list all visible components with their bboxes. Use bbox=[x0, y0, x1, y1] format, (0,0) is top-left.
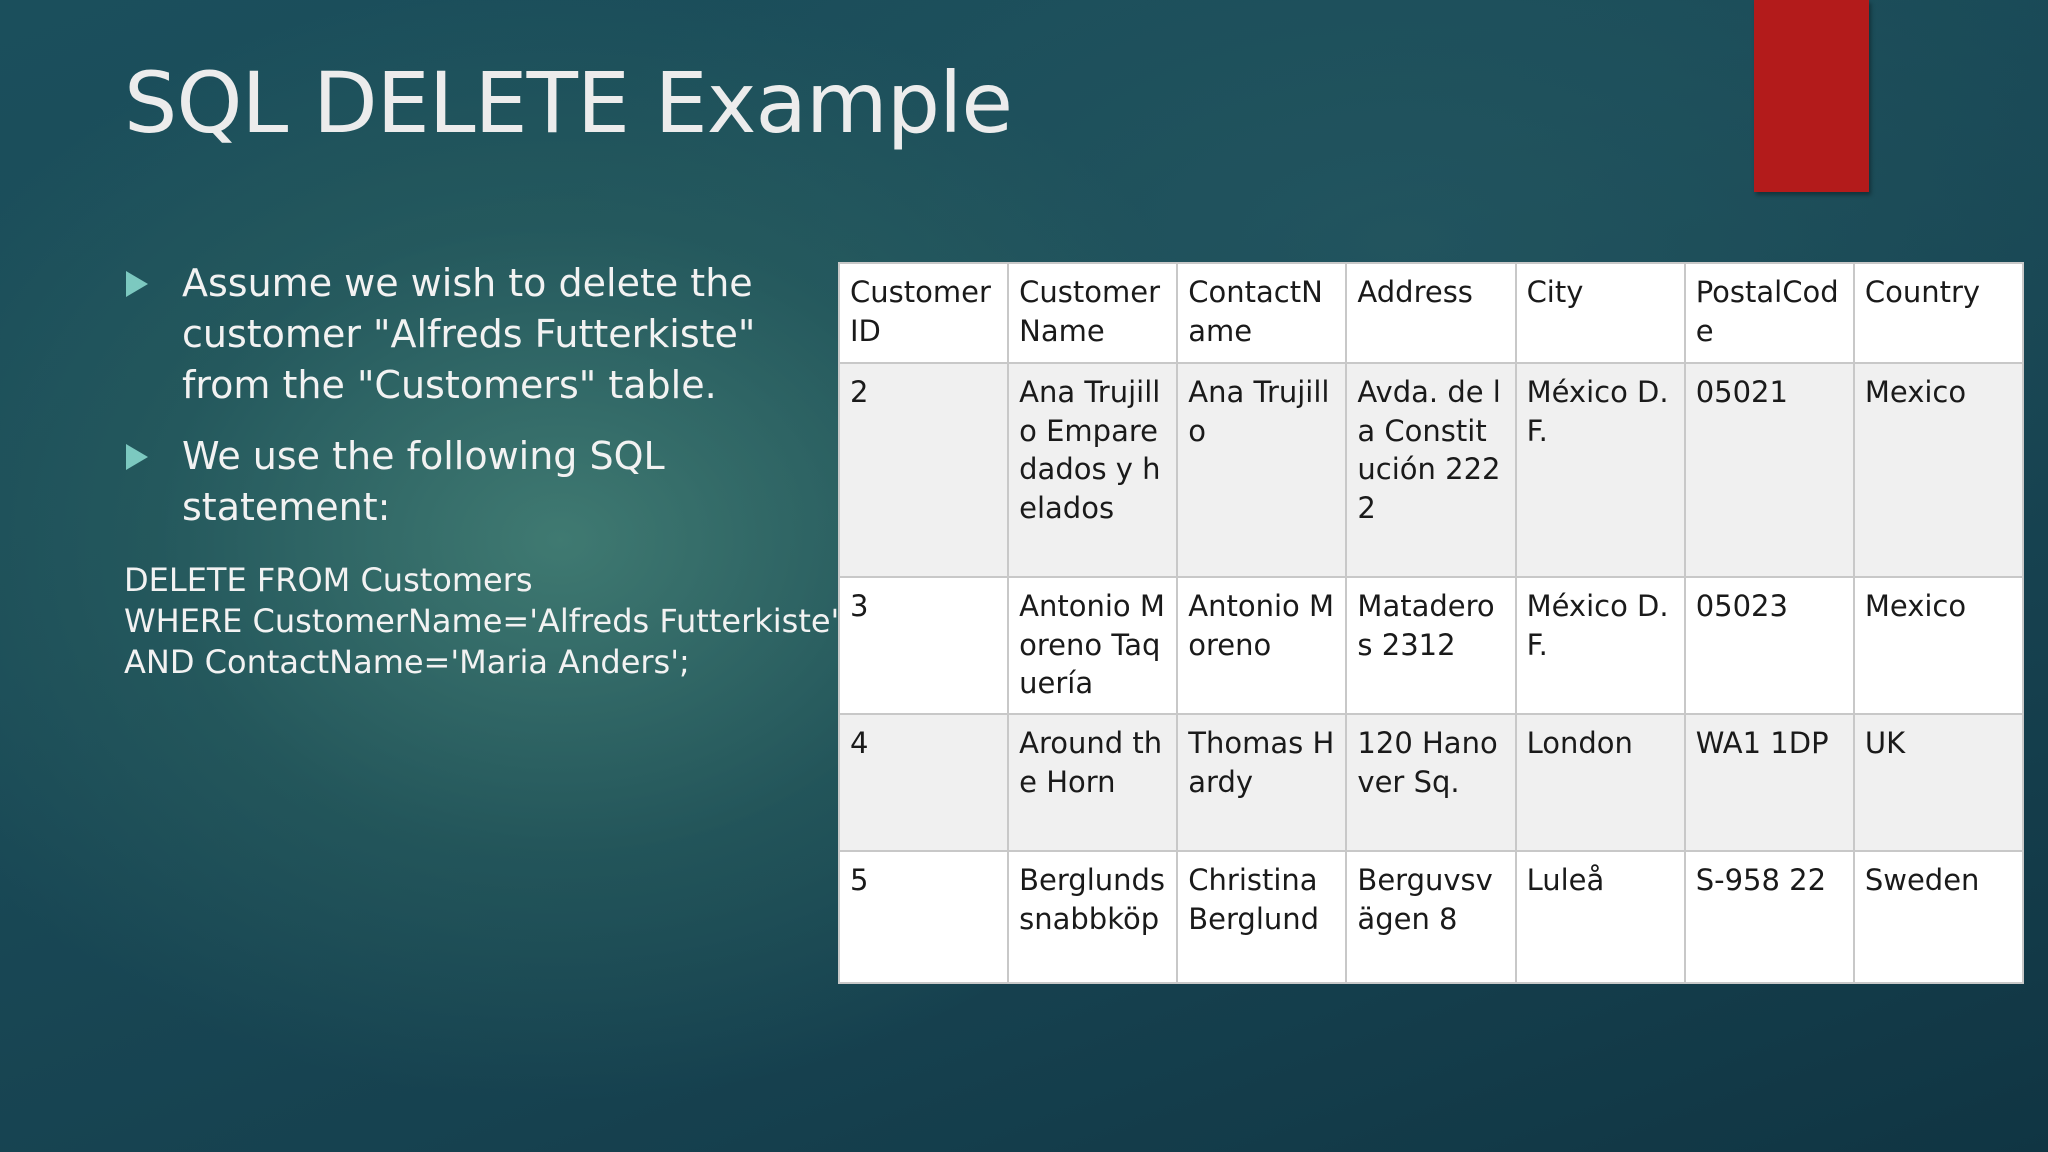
bullet-text: Assume we wish to delete the customer "Alfreds Futterkiste" from the "Customers" table. bbox=[182, 261, 756, 407]
table-row bbox=[839, 577, 2023, 714]
table-cell: Thomas Hardy bbox=[1177, 714, 1346, 851]
sql-line: AND ContactName='Maria Anders'; bbox=[124, 643, 690, 681]
table-cell: Antonio Moreno bbox=[1177, 577, 1346, 714]
bullet-text: We use the following SQL statement: bbox=[182, 434, 665, 529]
column-header: Country bbox=[1854, 263, 2023, 363]
table-cell: 4 bbox=[839, 714, 1008, 851]
triangle-bullet-icon bbox=[126, 444, 148, 470]
table-cell: 05021 bbox=[1685, 363, 1854, 577]
table-cell: Berglunds snabbköp bbox=[1008, 851, 1177, 983]
table-cell: Christina Berglund bbox=[1177, 851, 1346, 983]
table-cell: Ana Trujillo bbox=[1177, 363, 1346, 577]
table-cell: 3 bbox=[839, 577, 1008, 714]
slide-title: SQL DELETE Example bbox=[124, 54, 1013, 152]
column-header: CustomerID bbox=[839, 263, 1008, 363]
table-row bbox=[839, 363, 2023, 577]
table-cell: Luleå bbox=[1516, 851, 1685, 983]
accent-tab bbox=[1754, 0, 1869, 192]
table-cell: Antonio Moreno Taquería bbox=[1008, 577, 1177, 714]
table-cell: Around the Horn bbox=[1008, 714, 1177, 851]
sql-statement bbox=[124, 560, 840, 683]
bullet-item bbox=[124, 431, 804, 533]
table-cell: Ana Trujillo Emparedados y helados bbox=[1008, 363, 1177, 577]
table-cell: London bbox=[1516, 714, 1685, 851]
table-cell: 5 bbox=[839, 851, 1008, 983]
table-cell: México D.F. bbox=[1516, 577, 1685, 714]
table-cell: Avda. de la Constitución 2222 bbox=[1346, 363, 1515, 577]
bullet-list bbox=[124, 258, 804, 553]
bullet-item bbox=[124, 258, 804, 411]
table-cell: Mataderos 2312 bbox=[1346, 577, 1515, 714]
table-cell: S-958 22 bbox=[1685, 851, 1854, 983]
table-cell: WA1 1DP bbox=[1685, 714, 1854, 851]
sql-line: WHERE CustomerName='Alfreds Futterkiste' bbox=[124, 602, 840, 640]
table-row bbox=[839, 714, 2023, 851]
column-header: Address bbox=[1346, 263, 1515, 363]
customers-table bbox=[838, 262, 2024, 984]
table-cell: UK bbox=[1854, 714, 2023, 851]
table-cell: México D.F. bbox=[1516, 363, 1685, 577]
column-header: CustomerName bbox=[1008, 263, 1177, 363]
table-cell: Berguvsvägen 8 bbox=[1346, 851, 1515, 983]
table-cell: Mexico bbox=[1854, 363, 2023, 577]
table-cell: Sweden bbox=[1854, 851, 2023, 983]
customers-table-container bbox=[838, 262, 2024, 984]
table-cell: Mexico bbox=[1854, 577, 2023, 714]
table-header-row bbox=[839, 263, 2023, 363]
triangle-bullet-icon bbox=[126, 271, 148, 297]
table-cell: 2 bbox=[839, 363, 1008, 577]
column-header: City bbox=[1516, 263, 1685, 363]
column-header: PostalCode bbox=[1685, 263, 1854, 363]
table-cell: 05023 bbox=[1685, 577, 1854, 714]
sql-line: DELETE FROM Customers bbox=[124, 561, 533, 599]
table-cell: 120 Hanover Sq. bbox=[1346, 714, 1515, 851]
column-header: ContactName bbox=[1177, 263, 1346, 363]
table-row bbox=[839, 851, 2023, 983]
